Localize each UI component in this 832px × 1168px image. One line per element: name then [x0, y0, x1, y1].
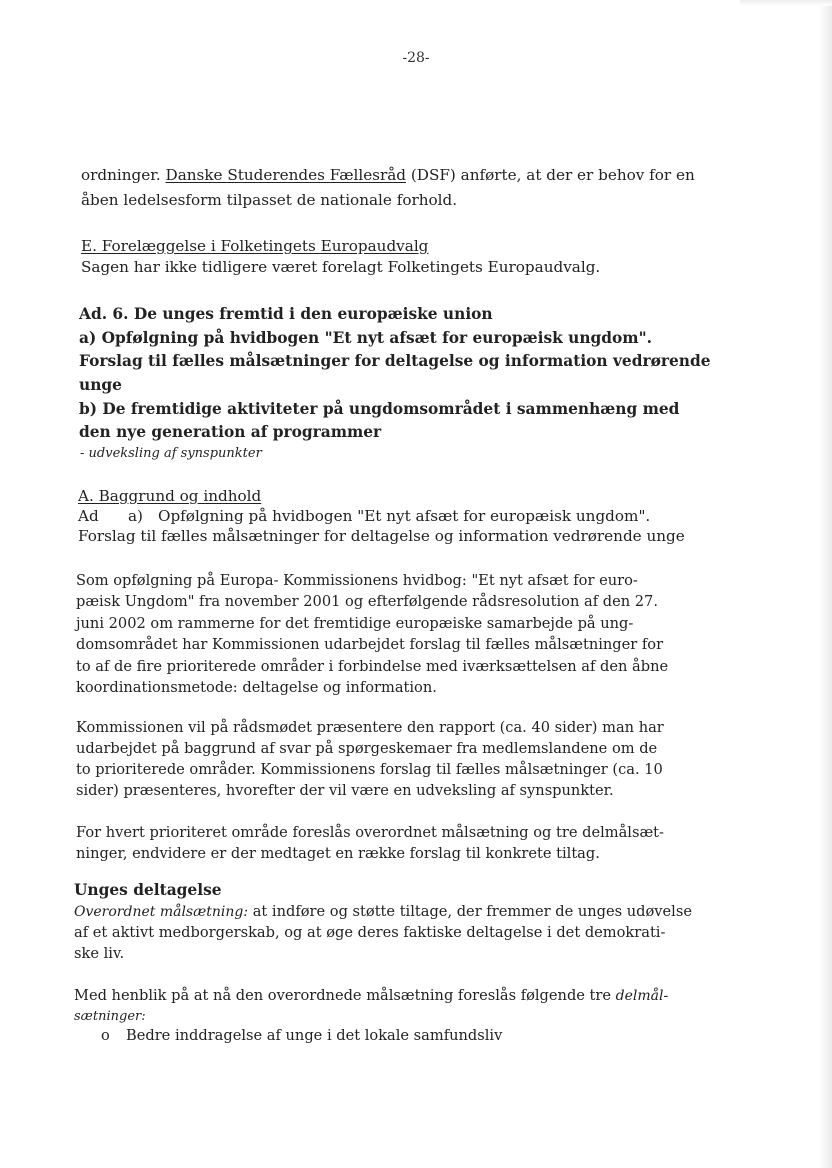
unges-heading: Unges deltagelse [74, 881, 222, 899]
para2-line: Som opfølgning på Europa- Kommissionens hvidbog: "Et nyt afsæt for euro- [76, 572, 638, 589]
bullet-item: Bedre inddragelse af unge i det lokale samfundsliv [126, 1027, 503, 1044]
dsf-name: Danske Studerendes Fællesråd [165, 166, 407, 184]
para2-line: koordinationsmetode: deltagelse og information. [76, 679, 437, 696]
para1-line1-pre: ordninger. [81, 166, 166, 184]
para5-line2 [74, 1006, 146, 1027]
agenda-line2: a) Opfølgning på hvidbogen "Et nyt afsæt for europæisk ungdom". [79, 329, 652, 347]
agenda-line3: Forslag til fælles målsætninger for deltagelse og information vedrørende [79, 352, 711, 370]
section-a-ad: Ad [78, 507, 99, 525]
unges-line1 [74, 902, 692, 922]
section-a-a: a) [128, 507, 143, 525]
para3-line: sider) præsenteres, hvorefter der vil være en udveksling af synspunkter. [76, 782, 614, 799]
section-e-heading: E. Forelæggelse i Folketingets Europaudvalg [81, 237, 429, 255]
section-e-text: Sagen har ikke tidligere været forelagt Folketingets Europaudvalg. [81, 258, 601, 276]
para5-line1 [74, 986, 668, 1006]
para5-line1-pre: Med henblik på at nå den overordnede målsætning foreslås følgende tre [74, 987, 616, 1004]
para2-line: domsområdet har Kommissionen udarbejdet forslag til fælles målsætninger for [76, 636, 664, 653]
agenda-line1: Ad. 6. De unges fremtid i den europæiske union [79, 305, 493, 323]
para4-line: For hvert prioriteret område foreslås overordnet målsætning og tre delmålsæt- [76, 824, 664, 841]
para3-line: to prioriterede områder. Kommissionens forslag til fælles målsætninger (ca. 10 [76, 761, 663, 778]
page-number: -28- [402, 50, 430, 66]
section-a-heading: A. Baggrund og indhold [78, 487, 262, 505]
para1-line2: åben ledelsesform tilpasset de nationale forhold. [81, 191, 458, 209]
scan-edge-shadow [818, 0, 832, 1168]
para2-line: pæisk Ungdom" fra november 2001 og efterfølgende rådsresolution af den 27. [76, 593, 658, 610]
unges-line2: af et aktivt medborgerskab, og at øge deres faktiske deltagelse i det demokrati- [74, 924, 666, 941]
scan-edge-top [740, 0, 832, 6]
section-a-line1 [78, 506, 651, 526]
unges-line1-rest: at indføre og støtte tiltage, der fremmer de unges udøvelse [248, 903, 692, 920]
agenda-line5: b) De fremtidige aktiviteter på ungdomsområdet i sammenhæng med [79, 400, 680, 418]
bullet-marker: o [101, 1027, 110, 1044]
unges-line3: ske liv. [74, 945, 125, 962]
agenda-line4: unge [79, 376, 122, 394]
section-a-line1-rest: Opfølgning på hvidbogen "Et nyt afsæt for europæisk ungdom". [158, 507, 651, 525]
para2-line: to af de fire prioriterede områder i forbindelse med iværksættelsen af den åbne [76, 658, 669, 675]
para4-line: ninger, endvidere er der medtaget en række forslag til konkrete tiltag. [76, 845, 600, 862]
para3-line: udarbejdet på baggrund af svar på spørgeskemaer fra medlemslandene om de [76, 740, 658, 757]
para3-line: Kommissionen vil på rådsmødet præsentere den rapport (ca. 40 sider) man har [76, 719, 664, 736]
section-a-line2: Forslag til fælles målsætninger for deltagelse og information vedrørende unge [78, 527, 685, 545]
agenda-line6: den nye generation af programmer [79, 423, 382, 441]
para5-line1-italic: delmål- [615, 988, 669, 1004]
unges-line1-italic: Overordnet målsætning: [74, 904, 249, 920]
para1-line1 [81, 165, 695, 185]
para1-line1-post: (DSF) anførte, at der er behov for en [406, 166, 695, 184]
para5-line2-italic: sætninger: [74, 1009, 146, 1024]
agenda-subnote: - udveksling af synspunkter [80, 446, 262, 461]
para2-line: juni 2002 om rammerne for det fremtidige europæiske samarbejde på ung- [76, 615, 634, 632]
